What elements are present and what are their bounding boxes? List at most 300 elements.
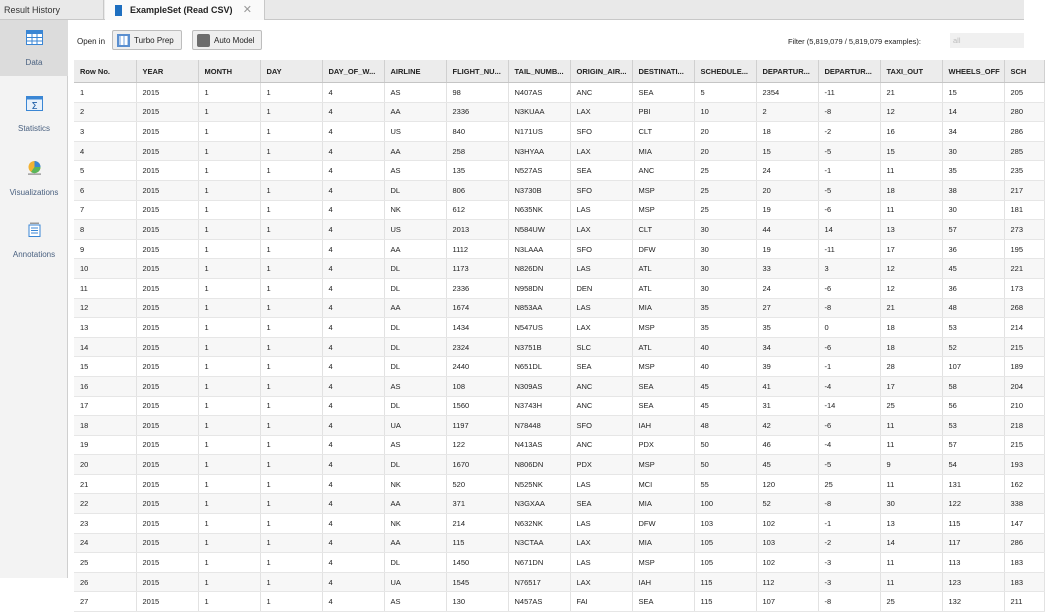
column-header[interactable]: MONTH bbox=[198, 60, 260, 83]
table-cell: 1 bbox=[198, 514, 260, 534]
table-cell: N632NK bbox=[508, 514, 570, 534]
table-row[interactable] bbox=[74, 122, 1044, 142]
table-cell: MCI bbox=[632, 474, 694, 494]
table-cell: 56 bbox=[942, 396, 1004, 416]
table-cell: DL bbox=[384, 337, 446, 357]
column-header[interactable]: DAY_OF_W... bbox=[322, 60, 384, 83]
table-cell: LAS bbox=[570, 200, 632, 220]
table-cell: PBI bbox=[632, 102, 694, 122]
table-cell: DFW bbox=[632, 514, 694, 534]
table-cell: 15 bbox=[74, 357, 136, 377]
table-cell: 21 bbox=[74, 474, 136, 494]
table-cell: 2 bbox=[756, 102, 818, 122]
table-cell: 214 bbox=[1004, 318, 1044, 338]
table-cell: 22 bbox=[74, 494, 136, 514]
table-cell: 193 bbox=[1004, 455, 1044, 475]
table-cell: AS bbox=[384, 161, 446, 181]
table-cell: 1434 bbox=[446, 318, 508, 338]
turbo-prep-button[interactable] bbox=[112, 30, 182, 50]
table-cell: LAS bbox=[570, 514, 632, 534]
table-cell: -14 bbox=[818, 396, 880, 416]
table-cell: LAS bbox=[570, 298, 632, 318]
table-cell: MIA bbox=[632, 141, 694, 161]
table-cell: 2440 bbox=[446, 357, 508, 377]
column-header[interactable]: TAXI_OUT bbox=[880, 60, 942, 83]
table-cell: 25 bbox=[880, 592, 942, 612]
table-cell: -1 bbox=[818, 357, 880, 377]
table-cell: SEA bbox=[632, 376, 694, 396]
table-cell: 268 bbox=[1004, 298, 1044, 318]
table-cell: 4 bbox=[322, 592, 384, 612]
table-cell: 11 bbox=[880, 161, 942, 181]
table-cell: 31 bbox=[756, 396, 818, 416]
table-cell: 12 bbox=[880, 102, 942, 122]
table-cell: SFO bbox=[570, 416, 632, 436]
table-cell: N584UW bbox=[508, 220, 570, 240]
table-cell: 103 bbox=[756, 533, 818, 553]
table-row[interactable] bbox=[74, 180, 1044, 200]
sidebar-item-visualizations[interactable] bbox=[0, 150, 68, 206]
document-icon bbox=[115, 5, 122, 16]
table-cell: 2015 bbox=[136, 220, 198, 240]
table-cell: 285 bbox=[1004, 141, 1044, 161]
table-row[interactable] bbox=[74, 318, 1044, 338]
tab-bar bbox=[0, 0, 1024, 20]
table-cell: 103 bbox=[694, 514, 756, 534]
table-cell: 24 bbox=[74, 533, 136, 553]
table-cell: 1 bbox=[74, 83, 136, 103]
table-cell: 44 bbox=[756, 220, 818, 240]
table-cell: 181 bbox=[1004, 200, 1044, 220]
table-row[interactable] bbox=[74, 435, 1044, 455]
close-icon[interactable]: ✕ bbox=[242, 4, 252, 16]
table-row[interactable] bbox=[74, 298, 1044, 318]
table-cell: 48 bbox=[942, 298, 1004, 318]
table-cell: 36 bbox=[942, 239, 1004, 259]
table-row[interactable] bbox=[74, 592, 1044, 612]
table-cell: 2015 bbox=[136, 435, 198, 455]
auto-model-label: Auto Model bbox=[214, 35, 255, 45]
table-cell: N826DN bbox=[508, 259, 570, 279]
table-row[interactable] bbox=[74, 141, 1044, 161]
table-cell: 19 bbox=[756, 200, 818, 220]
table-cell: DL bbox=[384, 259, 446, 279]
table-cell: 5 bbox=[694, 83, 756, 103]
table-cell: 25 bbox=[880, 396, 942, 416]
table-row[interactable] bbox=[74, 533, 1044, 553]
table-cell: 2336 bbox=[446, 278, 508, 298]
table-cell: N525NK bbox=[508, 474, 570, 494]
table-cell: 4 bbox=[322, 102, 384, 122]
table-cell: 1 bbox=[260, 239, 322, 259]
table-cell: 1560 bbox=[446, 396, 508, 416]
chart-icon bbox=[26, 160, 43, 175]
table-cell: AA bbox=[384, 239, 446, 259]
table-cell: 18 bbox=[756, 122, 818, 142]
table-cell: 105 bbox=[694, 553, 756, 573]
table-cell: 1 bbox=[198, 161, 260, 181]
table-cell: 5 bbox=[74, 161, 136, 181]
table-cell: 58 bbox=[942, 376, 1004, 396]
table-cell: 1 bbox=[260, 318, 322, 338]
table-cell: ANC bbox=[570, 376, 632, 396]
table-cell: 48 bbox=[694, 416, 756, 436]
table-cell: 11 bbox=[880, 416, 942, 436]
table-cell: 14 bbox=[818, 220, 880, 240]
table-cell: 1112 bbox=[446, 239, 508, 259]
table-cell: 52 bbox=[942, 337, 1004, 357]
table-cell: 25 bbox=[74, 553, 136, 573]
table-cell: SFO bbox=[570, 180, 632, 200]
table-cell: 162 bbox=[1004, 474, 1044, 494]
table-cell: 100 bbox=[694, 494, 756, 514]
table-cell: 21 bbox=[880, 298, 942, 318]
table-cell: 1 bbox=[260, 416, 322, 436]
column-header[interactable]: WHEELS_OFF bbox=[942, 60, 1004, 83]
data-table-container[interactable] bbox=[74, 60, 1027, 607]
table-cell: 1 bbox=[260, 180, 322, 200]
table-cell: 189 bbox=[1004, 357, 1044, 377]
table-cell: 33 bbox=[756, 259, 818, 279]
table-cell: 35 bbox=[694, 298, 756, 318]
table-cell: LAX bbox=[570, 533, 632, 553]
table-cell: 1 bbox=[198, 592, 260, 612]
table-cell: DL bbox=[384, 278, 446, 298]
table-cell: 2015 bbox=[136, 200, 198, 220]
table-cell: 4 bbox=[322, 83, 384, 103]
table-cell: 195 bbox=[1004, 239, 1044, 259]
table-cell: SFO bbox=[570, 239, 632, 259]
table-cell: 107 bbox=[756, 592, 818, 612]
view-sidebar bbox=[0, 20, 68, 578]
table-cell: AA bbox=[384, 102, 446, 122]
table-cell: 4 bbox=[322, 161, 384, 181]
svg-text:Σ: Σ bbox=[31, 101, 38, 112]
notes-icon bbox=[26, 222, 43, 237]
table-row[interactable] bbox=[74, 102, 1044, 122]
table-cell: N3KUAA bbox=[508, 102, 570, 122]
table-row[interactable] bbox=[74, 376, 1044, 396]
table-cell: -5 bbox=[818, 141, 880, 161]
table-cell: 4 bbox=[322, 259, 384, 279]
table-cell: 120 bbox=[756, 474, 818, 494]
table-cell: 98 bbox=[446, 83, 508, 103]
table-cell: 130 bbox=[446, 592, 508, 612]
table-cell: 52 bbox=[756, 494, 818, 514]
table-cell: 2015 bbox=[136, 161, 198, 181]
table-cell: 1 bbox=[260, 102, 322, 122]
table-cell: UA bbox=[384, 572, 446, 592]
table-cell: 221 bbox=[1004, 259, 1044, 279]
table-cell: 30 bbox=[880, 494, 942, 514]
table-row[interactable] bbox=[74, 572, 1044, 592]
table-cell: 4 bbox=[322, 200, 384, 220]
table-cell: 2015 bbox=[136, 122, 198, 142]
table-row[interactable] bbox=[74, 494, 1044, 514]
table-cell: -2 bbox=[818, 533, 880, 553]
table-cell: N635NK bbox=[508, 200, 570, 220]
table-cell: 42 bbox=[756, 416, 818, 436]
table-cell: 45 bbox=[942, 259, 1004, 279]
table-cell: 1 bbox=[198, 278, 260, 298]
table-cell: 1 bbox=[198, 298, 260, 318]
table-cell: SFO bbox=[570, 122, 632, 142]
table-cell: 1 bbox=[260, 553, 322, 573]
table-cell: 1 bbox=[198, 122, 260, 142]
column-header[interactable]: DEPARTUR... bbox=[756, 60, 818, 83]
table-cell: 11 bbox=[880, 572, 942, 592]
table-cell: -8 bbox=[818, 298, 880, 318]
table-cell: 25 bbox=[694, 161, 756, 181]
table-cell: -8 bbox=[818, 102, 880, 122]
table-cell: 25 bbox=[818, 474, 880, 494]
table-cell: 1 bbox=[198, 455, 260, 475]
table-cell: 2015 bbox=[136, 494, 198, 514]
table-cell: 24 bbox=[756, 278, 818, 298]
table-cell: 1 bbox=[260, 455, 322, 475]
table-cell: -2 bbox=[818, 122, 880, 142]
table-cell: MSP bbox=[632, 553, 694, 573]
table-cell: 117 bbox=[942, 533, 1004, 553]
table-cell: -3 bbox=[818, 572, 880, 592]
table-cell: 11 bbox=[880, 435, 942, 455]
table-cell: -6 bbox=[818, 278, 880, 298]
table-cell: 2 bbox=[74, 102, 136, 122]
table-row[interactable] bbox=[74, 259, 1044, 279]
table-cell: 1 bbox=[198, 141, 260, 161]
table-cell: 115 bbox=[446, 533, 508, 553]
table-row[interactable] bbox=[74, 455, 1044, 475]
table-cell: N547US bbox=[508, 318, 570, 338]
table-cell: 1 bbox=[198, 102, 260, 122]
table-row[interactable] bbox=[74, 278, 1044, 298]
table-cell: 50 bbox=[694, 455, 756, 475]
table-cell: 1 bbox=[260, 435, 322, 455]
table-cell: NK bbox=[384, 474, 446, 494]
tab-result-history[interactable] bbox=[0, 0, 104, 20]
table-row[interactable] bbox=[74, 220, 1044, 240]
table-cell: 123 bbox=[942, 572, 1004, 592]
table-cell: AA bbox=[384, 298, 446, 318]
table-cell: 15 bbox=[880, 141, 942, 161]
table-cell: 10 bbox=[694, 102, 756, 122]
table-cell: 280 bbox=[1004, 102, 1044, 122]
table-cell: 4 bbox=[322, 416, 384, 436]
table-cell: DL bbox=[384, 318, 446, 338]
table-cell: -1 bbox=[818, 161, 880, 181]
table-cell: 215 bbox=[1004, 435, 1044, 455]
table-cell: CLT bbox=[632, 122, 694, 142]
table-cell: 41 bbox=[756, 376, 818, 396]
table-cell: 16 bbox=[74, 376, 136, 396]
table-cell: 2015 bbox=[136, 376, 198, 396]
table-cell: 27 bbox=[756, 298, 818, 318]
table-cell: MSP bbox=[632, 318, 694, 338]
table-cell: 4 bbox=[322, 122, 384, 142]
turbo-prep-icon bbox=[117, 34, 130, 47]
table-cell: -4 bbox=[818, 376, 880, 396]
table-cell: 4 bbox=[322, 376, 384, 396]
table-cell: 2015 bbox=[136, 318, 198, 338]
table-cell: SLC bbox=[570, 337, 632, 357]
table-cell: 2015 bbox=[136, 239, 198, 259]
tab-exampleset[interactable] bbox=[105, 0, 265, 20]
table-cell: 286 bbox=[1004, 122, 1044, 142]
table-cell: -6 bbox=[818, 200, 880, 220]
table-cell: 20 bbox=[694, 122, 756, 142]
table-cell: 21 bbox=[880, 83, 942, 103]
table-cell: 122 bbox=[942, 494, 1004, 514]
table-cell: 30 bbox=[694, 278, 756, 298]
table-cell: 113 bbox=[942, 553, 1004, 573]
table-cell: 102 bbox=[756, 514, 818, 534]
toolbar bbox=[68, 20, 1024, 60]
table-cell: 45 bbox=[756, 455, 818, 475]
table-cell: N78448 bbox=[508, 416, 570, 436]
table-cell: 4 bbox=[322, 435, 384, 455]
auto-model-button[interactable] bbox=[192, 30, 262, 50]
table-row[interactable] bbox=[74, 83, 1044, 103]
column-header[interactable]: TAIL_NUMB... bbox=[508, 60, 570, 83]
sidebar-item-statistics[interactable] bbox=[0, 86, 68, 142]
table-cell: 108 bbox=[446, 376, 508, 396]
column-header[interactable]: YEAR bbox=[136, 60, 198, 83]
table-cell: 0 bbox=[818, 318, 880, 338]
table-cell: N527AS bbox=[508, 161, 570, 181]
table-cell: 11 bbox=[74, 278, 136, 298]
sidebar-item-data[interactable] bbox=[0, 20, 68, 76]
table-cell: 1 bbox=[260, 122, 322, 142]
table-cell: 1670 bbox=[446, 455, 508, 475]
table-cell: 1 bbox=[260, 494, 322, 514]
table-header-row bbox=[74, 60, 1044, 83]
table-cell: N853AA bbox=[508, 298, 570, 318]
table-row[interactable] bbox=[74, 474, 1044, 494]
table-cell: 35 bbox=[694, 318, 756, 338]
table-cell: 6 bbox=[74, 180, 136, 200]
table-cell: 115 bbox=[694, 572, 756, 592]
column-header[interactable]: DAY bbox=[260, 60, 322, 83]
table-cell: 2015 bbox=[136, 396, 198, 416]
table-cell: 4 bbox=[322, 298, 384, 318]
table-cell: 115 bbox=[694, 592, 756, 612]
table-cell: -8 bbox=[818, 592, 880, 612]
table-cell: 38 bbox=[942, 180, 1004, 200]
table-cell: 112 bbox=[756, 572, 818, 592]
table-cell: 211 bbox=[1004, 592, 1044, 612]
table-cell: 1 bbox=[260, 376, 322, 396]
column-header[interactable]: SCHEDULE... bbox=[694, 60, 756, 83]
table-cell: 20 bbox=[694, 141, 756, 161]
sidebar-item-label: Data bbox=[25, 58, 43, 67]
table-cell: 235 bbox=[1004, 161, 1044, 181]
table-cell: 218 bbox=[1004, 416, 1044, 436]
table-cell: 806 bbox=[446, 180, 508, 200]
turbo-prep-label: Turbo Prep bbox=[134, 35, 174, 45]
table-row[interactable] bbox=[74, 239, 1044, 259]
column-header[interactable]: Row No. bbox=[74, 60, 136, 83]
table-cell: 2015 bbox=[136, 259, 198, 279]
table-row[interactable] bbox=[74, 514, 1044, 534]
table-cell: N413AS bbox=[508, 435, 570, 455]
table-cell: 28 bbox=[880, 357, 942, 377]
table-cell: 15 bbox=[756, 141, 818, 161]
table-row[interactable] bbox=[74, 161, 1044, 181]
table-cell: ANC bbox=[632, 161, 694, 181]
table-cell: 4 bbox=[322, 318, 384, 338]
sidebar-item-label: Annotations bbox=[12, 250, 56, 259]
table-cell: 1 bbox=[260, 337, 322, 357]
table-cell: 12 bbox=[74, 298, 136, 318]
table-cell: AS bbox=[384, 376, 446, 396]
table-cell: AA bbox=[384, 494, 446, 514]
table-cell: 1 bbox=[198, 239, 260, 259]
table-cell: SEA bbox=[570, 494, 632, 514]
table-cell: 57 bbox=[942, 220, 1004, 240]
table-cell: 9 bbox=[74, 239, 136, 259]
table-cell: 1 bbox=[198, 553, 260, 573]
table-row[interactable] bbox=[74, 396, 1044, 416]
table-cell: 1 bbox=[198, 435, 260, 455]
table-cell: DL bbox=[384, 180, 446, 200]
table-cell: 1674 bbox=[446, 298, 508, 318]
table-cell: 147 bbox=[1004, 514, 1044, 534]
column-header[interactable]: FLIGHT_NU... bbox=[446, 60, 508, 83]
table-cell: 57 bbox=[942, 435, 1004, 455]
table-cell: DL bbox=[384, 553, 446, 573]
table-row[interactable] bbox=[74, 200, 1044, 220]
table-row[interactable] bbox=[74, 357, 1044, 377]
column-header[interactable]: SCH bbox=[1004, 60, 1044, 83]
table-cell: 18 bbox=[880, 318, 942, 338]
table-cell: ANC bbox=[570, 435, 632, 455]
column-header[interactable]: DEPARTUR... bbox=[818, 60, 880, 83]
table-cell: 50 bbox=[694, 435, 756, 455]
table-cell: 18 bbox=[74, 416, 136, 436]
table-row[interactable] bbox=[74, 553, 1044, 573]
table-cell: 14 bbox=[74, 337, 136, 357]
table-cell: 11 bbox=[880, 200, 942, 220]
table-cell: N3LAAA bbox=[508, 239, 570, 259]
table-cell: ATL bbox=[632, 278, 694, 298]
table-cell: 14 bbox=[880, 533, 942, 553]
table-cell: 18 bbox=[880, 180, 942, 200]
column-header[interactable]: ORIGIN_AIR... bbox=[570, 60, 632, 83]
table-cell: DEN bbox=[570, 278, 632, 298]
table-cell: -4 bbox=[818, 435, 880, 455]
table-cell: 54 bbox=[942, 455, 1004, 475]
sidebar-item-annotations[interactable] bbox=[0, 212, 68, 268]
table-cell: -11 bbox=[818, 239, 880, 259]
table-row[interactable] bbox=[74, 416, 1044, 436]
table-cell: 11 bbox=[880, 553, 942, 573]
column-header[interactable]: AIRLINE bbox=[384, 60, 446, 83]
table-cell: LAX bbox=[570, 141, 632, 161]
table-row[interactable] bbox=[74, 337, 1044, 357]
filter-select[interactable]: all bbox=[950, 33, 1024, 48]
tab-result-history-label: Result History bbox=[4, 5, 61, 15]
table-cell: 135 bbox=[446, 161, 508, 181]
table-cell: 4 bbox=[322, 396, 384, 416]
table-cell: 214 bbox=[446, 514, 508, 534]
table-cell: 30 bbox=[694, 259, 756, 279]
table-cell: 1173 bbox=[446, 259, 508, 279]
column-header[interactable]: DESTINATI... bbox=[632, 60, 694, 83]
table-cell: PDX bbox=[570, 455, 632, 475]
table-cell: 1545 bbox=[446, 572, 508, 592]
auto-model-icon bbox=[197, 34, 210, 47]
table-cell: LAX bbox=[570, 318, 632, 338]
